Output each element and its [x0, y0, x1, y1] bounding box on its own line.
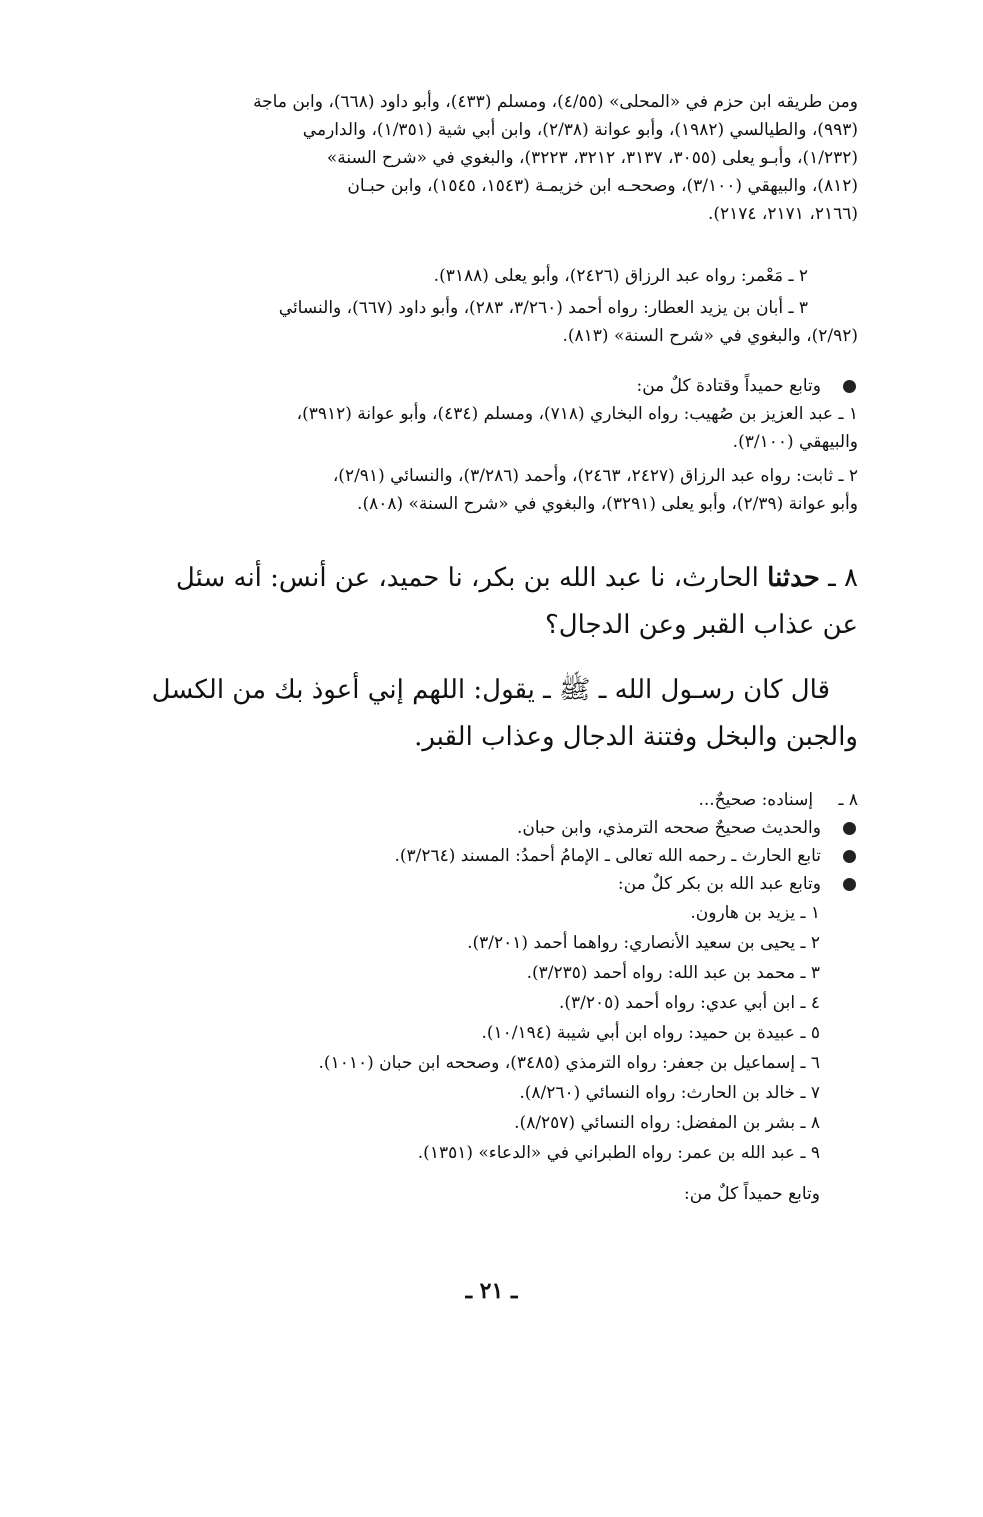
- note-bullet: [150, 870, 858, 898]
- list-item: ٤ ـ ابن أبي عدي: رواه أحمد (٣/٢٠٥).: [558, 993, 820, 1013]
- list-item: ٥ ـ عبيدة بن حميد: رواه ابن أبي شيبة (١٠/١٩٤).: [481, 1023, 820, 1043]
- list-item: ٦ ـ إسماعيل بن جعفر: رواه الترمذي (٣٤٨٥)، وصححه ابن حبان (١٠١٠).: [318, 1053, 820, 1073]
- list-item: ٩ ـ عبد الله بن عمر: رواه الطبراني في «الدعاء» (١٣٥١).: [417, 1143, 820, 1163]
- hadith-heading-word: حدثنا: [767, 563, 820, 593]
- isnad-text: إسناده: صحيحٌ...: [698, 790, 814, 810]
- closing-line: وتابع حميداً كلٌ من:: [684, 1184, 820, 1204]
- hadith-paragraph: قال كان رسـول الله ـ ﷺ ـ يقول: اللهم إني أعوذ بك من الكسل: [151, 675, 830, 705]
- narrator-item: ٣ ـ أبان بن يزيد العطار: رواه أحمد (٣/٢٦٠، ٢٨٣)، وأبو داود (٦٦٧)، والنسائي: [278, 298, 808, 318]
- note-text: تابع الحارث ـ رحمه الله تعالى ـ الإمامُ أحمدُ: المسند (٣/٢٦٤).: [394, 846, 821, 866]
- note-bullet: [150, 842, 858, 870]
- follow-up-item: ١ ـ عبد العزيز بن صُهيب: رواه البخاري (٧١٨)، ومسلم (٤٣٤)، وأبو عوانة (٣٩١٢)،: [296, 404, 858, 424]
- hadith-text: [150, 555, 858, 761]
- footnote-line: ومن طريقه ابن حزم في «المحلى» (٤/٥٥)، ومسلم (٤٣٣)، وأبو داود (٦٦٨)، وابن ماجة: [253, 92, 858, 112]
- follow-up-bullet: [150, 372, 858, 400]
- note-bullet: [150, 814, 858, 842]
- hadith-paragraph: [150, 555, 858, 602]
- note-number: ٨ ـ: [838, 790, 858, 810]
- top-footnote: [150, 88, 858, 228]
- hadith-line: عن عذاب القبر وعن الدجال؟: [544, 610, 858, 640]
- footnote-line: (٢١٦٦، ٢١٧١، ٢١٧٤).: [707, 204, 858, 224]
- follow-up-item: ٢ ـ ثابت: رواه عبد الرزاق (٢٤٢٧، ٢٤٦٣)، وأحمد (٣/٢٨٦)، والنسائي (٢/٩١)،: [332, 466, 858, 486]
- list-item: ٧ ـ خالد بن الحارث: رواه النسائي (٨/٢٦٠).: [519, 1083, 820, 1103]
- narrators-follow-list: [150, 898, 858, 1168]
- bullet-dot-icon: [843, 822, 856, 835]
- hadith-line: والجبن والبخل وفتنة الدجال وعذاب القبر.: [414, 722, 858, 752]
- hadith-chain: الحارث، نا عبد الله بن بكر، نا حميد، عن أنس: أنه سئل: [175, 563, 759, 593]
- footnote-line: (٨١٢)، والبيهقي (٣/١٠٠)، وصححـه ابن خزيمـة (١٥٤٣، ١٥٤٥)، وابن حبـان: [347, 176, 858, 196]
- list-item: ٨ ـ بشر بن المفضل: رواه النسائي (٨/٢٥٧).: [514, 1113, 820, 1133]
- isnad-line: [150, 786, 858, 814]
- bullet-dot-icon: [843, 850, 856, 863]
- narrator-item-continuation: (٢/٩٢)، والبغوي في «شرح السنة» (٨١٣).: [562, 326, 858, 346]
- footnote-line: (٩٩٣)، والطيالسي (١٩٨٢)، وأبو عوانة (٢/٣٨)، وابن أبي شية (١/٣٥١)، والدارمي: [302, 120, 858, 140]
- hadith-number: ٨ ـ: [828, 563, 858, 593]
- hadith-notes: [150, 786, 858, 1208]
- note-text: وتابع عبد الله بن بكر كلٌ من:: [617, 874, 821, 894]
- list-item: ٣ ـ محمد بن عبد الله: رواه أحمد (٣/٢٣٥).: [526, 963, 820, 983]
- narrator-item: ٢ ـ مَعْمر: رواه عبد الرزاق (٢٤٢٦)، وأبو يعلى (٣١٨٨).: [433, 266, 808, 286]
- follow-up-item-continuation: وأبو عوانة (٢/٣٩)، وأبو يعلى (٣٢٩١)، والبغوي في «شرح السنة» (٨٠٨).: [357, 494, 858, 514]
- narrators-list: [150, 262, 858, 350]
- bullet-dot-icon: [843, 380, 856, 393]
- note-text: والحديث صحيحٌ صححه الترمذي، وابن حبان.: [516, 818, 821, 838]
- list-item: ١ ـ يزيد بن هارون.: [690, 903, 820, 923]
- follow-up-section: [150, 372, 858, 518]
- footnote-line: (١/٢٣٢)، وأبـو يعلى (٣٠٥٥، ٣١٣٧، ٣٢١٢، ٣٢٢٣)، والبغوي في «شرح السنة»: [326, 148, 858, 168]
- page-number: ـ ٢١ ـ: [465, 1278, 518, 1304]
- follow-up-intro: وتابع حميداً وقتادة كلٌ من:: [636, 376, 821, 396]
- list-item: ٢ ـ يحيى بن سعيد الأنصاري: رواهما أحمد (٣/٢٠١).: [467, 933, 820, 953]
- follow-up-item-continuation: والبيهقي (٣/١٠٠).: [732, 432, 858, 452]
- bullet-dot-icon: [843, 878, 856, 891]
